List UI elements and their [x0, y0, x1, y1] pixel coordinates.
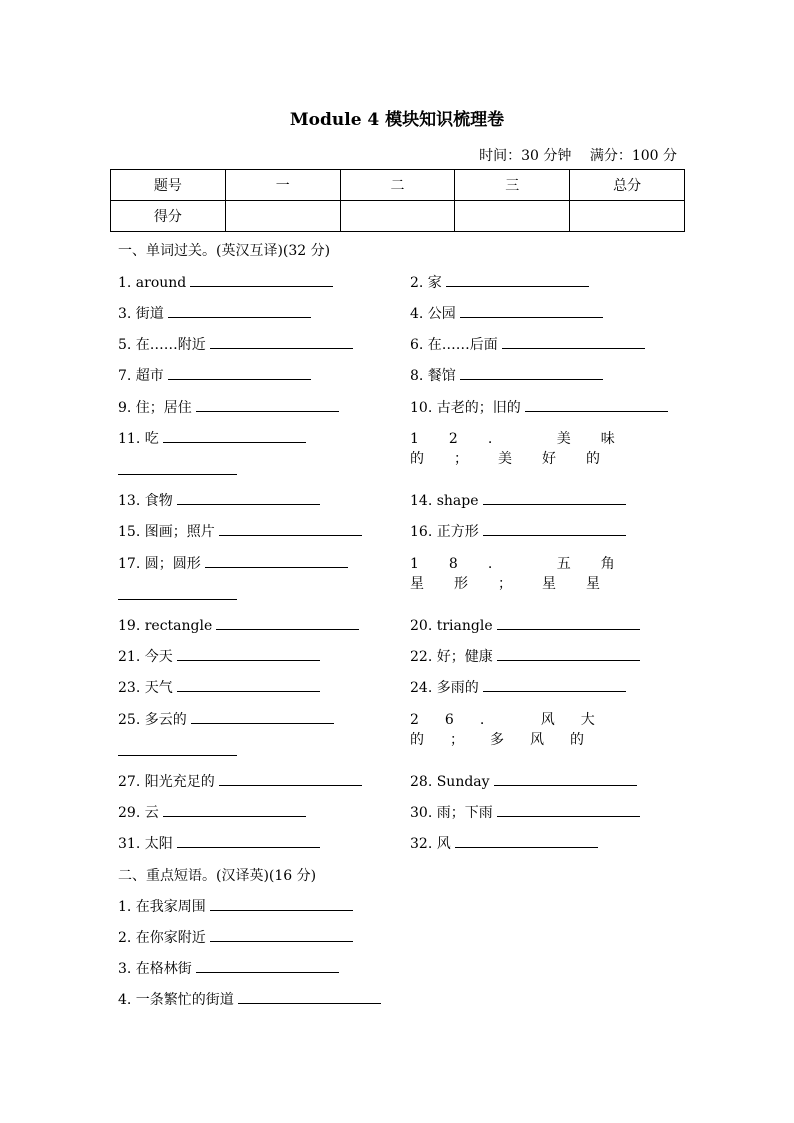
phrase-item-label: 1. 在我家周围: [118, 899, 206, 915]
word-item: [410, 490, 626, 509]
word-item-label: 13. 食物: [118, 493, 173, 509]
score-table-cell: 一: [225, 170, 340, 201]
answer-blank[interactable]: [210, 896, 353, 911]
answer-blank[interactable]: [497, 646, 640, 661]
score-table-header-row: [111, 170, 685, 201]
answer-blank[interactable]: [483, 521, 626, 536]
answer-blank[interactable]: [525, 397, 668, 412]
answer-blank[interactable]: [168, 365, 311, 380]
word-item-label: 21. 今天: [118, 649, 173, 665]
phrase-item: [118, 896, 353, 916]
word-item-label: 27. 阳光充足的: [118, 774, 215, 790]
word-item: [410, 646, 640, 666]
word-item-label: 22. 好；健康: [410, 649, 493, 665]
time-limit: 时间：30 分钟: [479, 148, 572, 164]
answer-blank[interactable]: [460, 303, 603, 318]
word-item: [410, 521, 626, 541]
score-table-cell: 题号: [111, 170, 226, 201]
word-item: [118, 833, 320, 853]
word-item-label: 25. 多云的: [118, 712, 187, 728]
score-entry-cell[interactable]: [340, 201, 455, 232]
answer-blank[interactable]: [216, 615, 359, 630]
answer-blank[interactable]: [497, 802, 640, 817]
word-item-label: 2. 家: [410, 275, 442, 291]
phrase-item: [118, 989, 381, 1009]
answer-blank[interactable]: [210, 927, 353, 942]
phrase-item: [118, 958, 339, 978]
answer-line-wrap: [118, 585, 237, 604]
word-item-label: 1. around: [118, 275, 187, 291]
word-item: [118, 428, 306, 448]
answer-blank[interactable]: [219, 521, 362, 536]
word-item-label: 5. 在……附近: [118, 337, 206, 353]
answer-blank[interactable]: [163, 428, 306, 443]
answer-blank[interactable]: [190, 272, 333, 287]
score-table-cell: 三: [455, 170, 570, 201]
word-item-label: 4. 公园: [410, 306, 456, 322]
answer-blank[interactable]: [177, 490, 320, 505]
answer-blank[interactable]: [483, 490, 626, 505]
answer-blank[interactable]: [460, 365, 603, 380]
answer-blank[interactable]: [118, 741, 237, 756]
word-item-label: 19. rectangle: [118, 618, 213, 634]
word-item: [118, 272, 333, 291]
word-item: [410, 303, 603, 323]
word-item-label: 16. 正方形: [410, 524, 479, 540]
answer-blank[interactable]: [483, 677, 626, 692]
word-item: [410, 833, 598, 853]
word-item: [118, 802, 306, 822]
word-item: [410, 397, 668, 417]
word-item-label: 15. 图画；照片: [118, 524, 215, 540]
word-item-label: 30. 雨；下雨: [410, 805, 493, 821]
word-item: [410, 272, 589, 292]
word-item: [118, 646, 320, 666]
word-item-label: 32. 风: [410, 836, 451, 852]
word-item-label: 10. 古老的；旧的: [410, 400, 521, 416]
score-entry-cell[interactable]: [570, 201, 685, 232]
word-item: [410, 365, 603, 385]
word-item-label: 14. shape: [410, 493, 479, 509]
word-item: [118, 303, 311, 323]
word-item: [118, 553, 348, 573]
word-item-label: 31. 太阳: [118, 836, 173, 852]
word-item: [118, 365, 311, 385]
word-item: [410, 677, 626, 697]
word-item-label: 9. 住；居住: [118, 400, 192, 416]
word-item: [410, 771, 637, 790]
answer-blank[interactable]: [205, 553, 348, 568]
word-item: [118, 397, 339, 417]
answer-blank[interactable]: [118, 585, 237, 600]
answer-line-wrap: [118, 741, 237, 760]
exam-meta: [465, 145, 677, 165]
answer-blank[interactable]: [177, 646, 320, 661]
full-score: 满分：100 分: [589, 148, 677, 164]
phrase-item-label: 4. 一条繁忙的街道: [118, 992, 234, 1008]
word-item-label: 29. 云: [118, 805, 159, 821]
word-item: [118, 334, 353, 354]
word-item-label: 12. 美味的；美好的: [410, 431, 645, 467]
word-item: [118, 615, 359, 634]
word-item-label: 20. triangle: [410, 618, 493, 634]
section2-heading: 二、重点短语。(汉译英)(16 分): [118, 868, 317, 884]
word-item-label: 7. 超市: [118, 368, 164, 384]
word-item-label: 11. 吃: [118, 431, 159, 447]
phrase-item-label: 2. 在你家附近: [118, 930, 206, 946]
word-item-label: 28. Sunday: [410, 774, 490, 790]
answer-blank[interactable]: [446, 272, 589, 287]
score-table-cell: 总分: [570, 170, 685, 201]
word-item: [118, 490, 320, 510]
score-table-cell: 得分: [111, 201, 226, 232]
answer-blank[interactable]: [196, 397, 339, 412]
word-item-label: 26. 风大的；多风的: [410, 712, 621, 748]
answer-blank[interactable]: [191, 709, 334, 724]
phrase-item-label: 3. 在格林街: [118, 961, 192, 977]
score-entry-cell[interactable]: [455, 201, 570, 232]
phrase-item: [118, 927, 353, 947]
word-item-label: 3. 街道: [118, 306, 164, 322]
answer-blank[interactable]: [238, 989, 381, 1004]
word-item: [410, 802, 640, 822]
answer-blank[interactable]: [168, 303, 311, 318]
word-item: [410, 615, 640, 634]
answer-blank[interactable]: [210, 334, 353, 349]
word-item-label: 23. 天气: [118, 680, 173, 696]
word-item: [118, 521, 362, 541]
answer-line-wrap: [118, 460, 237, 479]
score-table: [110, 169, 685, 232]
word-item-label: 17. 圆；圆形: [118, 556, 201, 572]
answer-blank[interactable]: [494, 771, 637, 786]
word-item: [118, 677, 320, 697]
score-entry-cell[interactable]: [225, 201, 340, 232]
word-item-label: 24. 多雨的: [410, 680, 479, 696]
page-title: Module 4 模块知识梳理卷: [289, 110, 505, 130]
answer-blank[interactable]: [118, 460, 237, 475]
word-item-label: 18. 五角星形；星星: [410, 556, 645, 592]
score-table-cell: 二: [340, 170, 455, 201]
answer-blank[interactable]: [502, 334, 645, 349]
answer-blank[interactable]: [196, 958, 339, 973]
answer-blank[interactable]: [163, 802, 306, 817]
word-item-label: 6. 在……后面: [410, 337, 498, 353]
word-item: [118, 771, 362, 791]
answer-blank[interactable]: [177, 833, 320, 848]
answer-blank[interactable]: [455, 833, 598, 848]
score-table-score-row: [111, 201, 685, 232]
section1-heading: 一、单词过关。(英汉互译)(32 分): [118, 243, 331, 259]
word-item: [410, 334, 645, 354]
word-item: [118, 709, 334, 729]
answer-blank[interactable]: [177, 677, 320, 692]
answer-blank[interactable]: [219, 771, 362, 786]
word-item-label: 8. 餐馆: [410, 368, 456, 384]
answer-blank[interactable]: [497, 615, 640, 630]
